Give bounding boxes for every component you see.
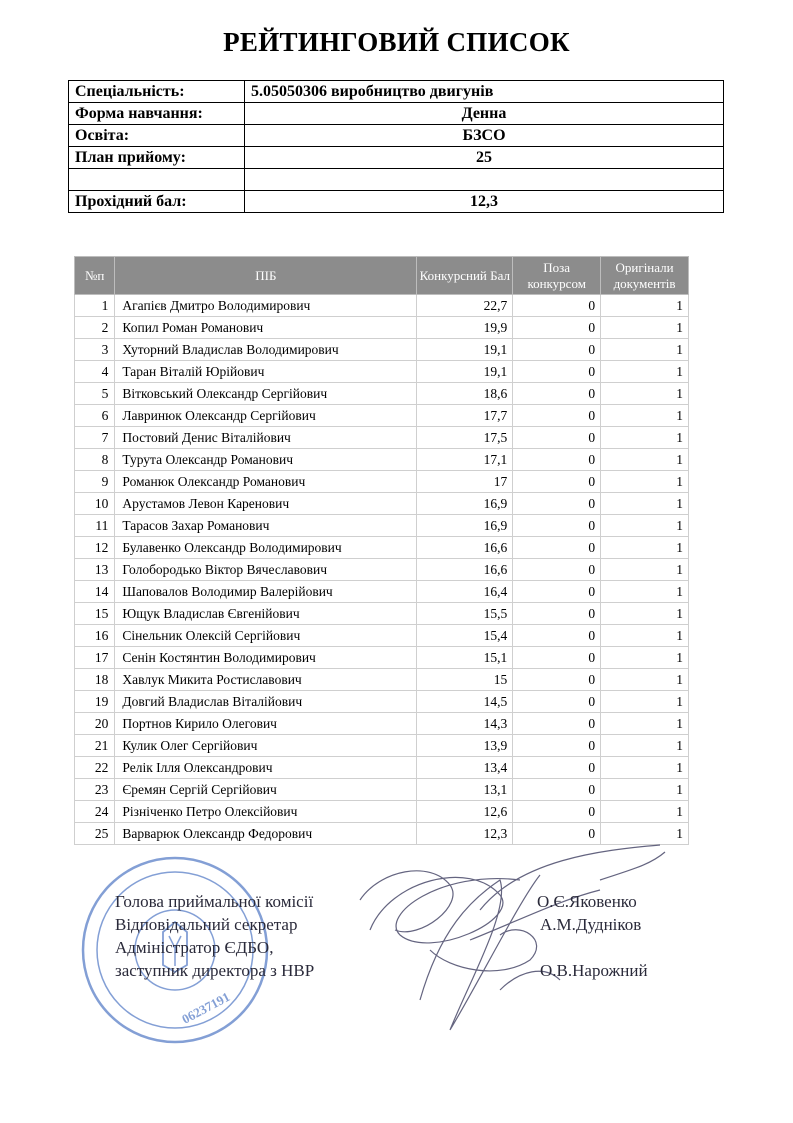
competition-score: 13,4 [417, 757, 513, 779]
table-row [75, 449, 689, 471]
competition-score: 22,7 [417, 295, 513, 317]
competition-score: 14,3 [417, 713, 513, 735]
competition-score: 17,7 [417, 405, 513, 427]
row-number: 10 [75, 493, 115, 515]
original-documents: 1 [601, 471, 689, 493]
full-name: Кулик Олег Сергійович [115, 735, 417, 757]
header-name: ПІБ [115, 257, 417, 295]
table-row [75, 757, 689, 779]
info-label [69, 169, 245, 191]
competition-score: 15 [417, 669, 513, 691]
row-number: 15 [75, 603, 115, 625]
header-out-of-competition: Поза конкурсом [513, 257, 601, 295]
full-name: Лавринюк Олександр Сергійович [115, 405, 417, 427]
out-of-competition: 0 [513, 581, 601, 603]
row-number: 20 [75, 713, 115, 735]
row-number: 17 [75, 647, 115, 669]
full-name: Варварюк Олександр Федорович [115, 823, 417, 845]
original-documents: 1 [601, 625, 689, 647]
row-number: 12 [75, 537, 115, 559]
row-number: 7 [75, 427, 115, 449]
table-row [75, 295, 689, 317]
out-of-competition: 0 [513, 735, 601, 757]
out-of-competition: 0 [513, 823, 601, 845]
row-number: 18 [75, 669, 115, 691]
info-table [68, 80, 724, 213]
out-of-competition: 0 [513, 493, 601, 515]
original-documents: 1 [601, 823, 689, 845]
full-name: Єремян Сергій Сергійович [115, 779, 417, 801]
out-of-competition: 0 [513, 801, 601, 823]
table-row [75, 735, 689, 757]
out-of-competition: 0 [513, 295, 601, 317]
row-number: 19 [75, 691, 115, 713]
info-label: Прохідний бал: [69, 191, 245, 213]
out-of-competition: 0 [513, 779, 601, 801]
signature-name: А.М.Дудніков [540, 915, 642, 934]
original-documents: 1 [601, 339, 689, 361]
stamp-number: 06237191 [179, 989, 233, 1027]
out-of-competition: 0 [513, 339, 601, 361]
original-documents: 1 [601, 427, 689, 449]
row-number: 3 [75, 339, 115, 361]
info-row [69, 103, 724, 125]
row-number: 9 [75, 471, 115, 493]
info-label: Спеціальність: [69, 81, 245, 103]
full-name: Хавлук Микита Ростиславович [115, 669, 417, 691]
full-name: Арустамов Левон Каренович [115, 493, 417, 515]
competition-score: 15,5 [417, 603, 513, 625]
competition-score: 13,9 [417, 735, 513, 757]
row-number: 13 [75, 559, 115, 581]
row-number: 4 [75, 361, 115, 383]
table-row [75, 713, 689, 735]
original-documents: 1 [601, 713, 689, 735]
original-documents: 1 [601, 361, 689, 383]
out-of-competition: 0 [513, 559, 601, 581]
table-row [75, 647, 689, 669]
full-name: Ющук Владислав Євгенійович [115, 603, 417, 625]
info-row [69, 147, 724, 169]
info-value: 5.05050306 виробництво двигунів [245, 81, 724, 103]
original-documents: 1 [601, 515, 689, 537]
row-number: 25 [75, 823, 115, 845]
table-row [75, 317, 689, 339]
full-name: Портнов Кирило Олегович [115, 713, 417, 735]
out-of-competition: 0 [513, 515, 601, 537]
out-of-competition: 0 [513, 669, 601, 691]
original-documents: 1 [601, 383, 689, 405]
table-row [75, 581, 689, 603]
table-row [75, 515, 689, 537]
competition-score: 12,6 [417, 801, 513, 823]
competition-score: 16,6 [417, 537, 513, 559]
original-documents: 1 [601, 493, 689, 515]
info-row [69, 81, 724, 103]
table-row [75, 779, 689, 801]
original-documents: 1 [601, 317, 689, 339]
original-documents: 1 [601, 537, 689, 559]
full-name: Сенін Костянтин Володимирович [115, 647, 417, 669]
signature-position: Адміністратор ЄДБО, [115, 938, 274, 957]
full-name: Шаповалов Володимир Валерійович [115, 581, 417, 603]
competition-score: 19,1 [417, 361, 513, 383]
original-documents: 1 [601, 559, 689, 581]
out-of-competition: 0 [513, 361, 601, 383]
original-documents: 1 [601, 405, 689, 427]
header-score: Конкурсний Бал [417, 257, 513, 295]
full-name: Хуторний Владислав Володимирович [115, 339, 417, 361]
out-of-competition: 0 [513, 691, 601, 713]
info-value: Денна [245, 103, 724, 125]
original-documents: 1 [601, 735, 689, 757]
out-of-competition: 0 [513, 713, 601, 735]
full-name: Романюк Олександр Романович [115, 471, 417, 493]
competition-score: 15,1 [417, 647, 513, 669]
competition-score: 17,5 [417, 427, 513, 449]
competition-score: 14,5 [417, 691, 513, 713]
original-documents: 1 [601, 449, 689, 471]
row-number: 8 [75, 449, 115, 471]
full-name: Таран Віталій Юрійович [115, 361, 417, 383]
table-row [75, 537, 689, 559]
out-of-competition: 0 [513, 449, 601, 471]
competition-score: 16,9 [417, 493, 513, 515]
full-name: Булавенко Олександр Володимирович [115, 537, 417, 559]
row-number: 1 [75, 295, 115, 317]
competition-score: 19,9 [417, 317, 513, 339]
full-name: Сінельник Олексій Сергійович [115, 625, 417, 647]
competition-score: 19,1 [417, 339, 513, 361]
full-name: Довгий Владислав Віталійович [115, 691, 417, 713]
row-number: 6 [75, 405, 115, 427]
info-value: 12,3 [245, 191, 724, 213]
full-name: Агапієв Дмитро Володимирович [115, 295, 417, 317]
header-num: №п [75, 257, 115, 295]
full-name: Релік Ілля Олександрович [115, 757, 417, 779]
table-row [75, 471, 689, 493]
signature-name: О.В.Нарожний [540, 961, 648, 980]
table-row [75, 427, 689, 449]
competition-score: 13,1 [417, 779, 513, 801]
original-documents: 1 [601, 779, 689, 801]
table-header-row [75, 257, 689, 295]
row-number: 23 [75, 779, 115, 801]
out-of-competition: 0 [513, 471, 601, 493]
original-documents: 1 [601, 669, 689, 691]
original-documents: 1 [601, 295, 689, 317]
competition-score: 15,4 [417, 625, 513, 647]
original-documents: 1 [601, 603, 689, 625]
rating-table [74, 256, 689, 845]
table-row [75, 383, 689, 405]
page-title: РЕЙТИНГОВИЙ СПИСОК [223, 27, 570, 57]
out-of-competition: 0 [513, 603, 601, 625]
full-name: Тарасов Захар Романович [115, 515, 417, 537]
table-row [75, 669, 689, 691]
out-of-competition: 0 [513, 625, 601, 647]
out-of-competition: 0 [513, 537, 601, 559]
info-row [69, 191, 724, 213]
table-row [75, 405, 689, 427]
row-number: 14 [75, 581, 115, 603]
competition-score: 12,3 [417, 823, 513, 845]
signature-position: Відповідальний секретар [115, 915, 298, 934]
signature-position: Голова приймальної комісії [115, 892, 314, 911]
row-number: 5 [75, 383, 115, 405]
signature-position: заступник директора з НВР [115, 961, 315, 980]
full-name: Турута Олександр Романович [115, 449, 417, 471]
out-of-competition: 0 [513, 757, 601, 779]
signature-name: О.Є.Яковенко [537, 892, 637, 911]
competition-score: 16,4 [417, 581, 513, 603]
table-row [75, 691, 689, 713]
info-label: План прийому: [69, 147, 245, 169]
signature-scribbles [360, 845, 665, 1030]
row-number: 24 [75, 801, 115, 823]
competition-score: 16,6 [417, 559, 513, 581]
full-name: Голобородько Віктор Вячеславович [115, 559, 417, 581]
row-number: 11 [75, 515, 115, 537]
out-of-competition: 0 [513, 317, 601, 339]
competition-score: 17 [417, 471, 513, 493]
original-documents: 1 [601, 801, 689, 823]
info-label: Освіта: [69, 125, 245, 147]
table-row [75, 493, 689, 515]
competition-score: 18,6 [417, 383, 513, 405]
row-number: 2 [75, 317, 115, 339]
signature-block [0, 840, 793, 1123]
original-documents: 1 [601, 647, 689, 669]
competition-score: 17,1 [417, 449, 513, 471]
table-row [75, 361, 689, 383]
original-documents: 1 [601, 757, 689, 779]
original-documents: 1 [601, 581, 689, 603]
header-originals: Оригінали документів [601, 257, 689, 295]
table-row [75, 339, 689, 361]
stamp-and-signatures [0, 840, 793, 1123]
info-value: БЗСО [245, 125, 724, 147]
info-label: Форма навчання: [69, 103, 245, 125]
info-value: 25 [245, 147, 724, 169]
info-row [69, 125, 724, 147]
row-number: 21 [75, 735, 115, 757]
full-name: Копил Роман Романович [115, 317, 417, 339]
out-of-competition: 0 [513, 405, 601, 427]
info-row [69, 169, 724, 191]
table-row [75, 603, 689, 625]
row-number: 16 [75, 625, 115, 647]
full-name: Різніченко Петро Олексійович [115, 801, 417, 823]
full-name: Вітковський Олександр Сергійович [115, 383, 417, 405]
table-row [75, 801, 689, 823]
table-row [75, 625, 689, 647]
full-name: Постовий Денис Віталійович [115, 427, 417, 449]
out-of-competition: 0 [513, 383, 601, 405]
competition-score: 16,9 [417, 515, 513, 537]
original-documents: 1 [601, 691, 689, 713]
out-of-competition: 0 [513, 427, 601, 449]
row-number: 22 [75, 757, 115, 779]
info-value [245, 169, 724, 191]
out-of-competition: 0 [513, 647, 601, 669]
table-row [75, 559, 689, 581]
